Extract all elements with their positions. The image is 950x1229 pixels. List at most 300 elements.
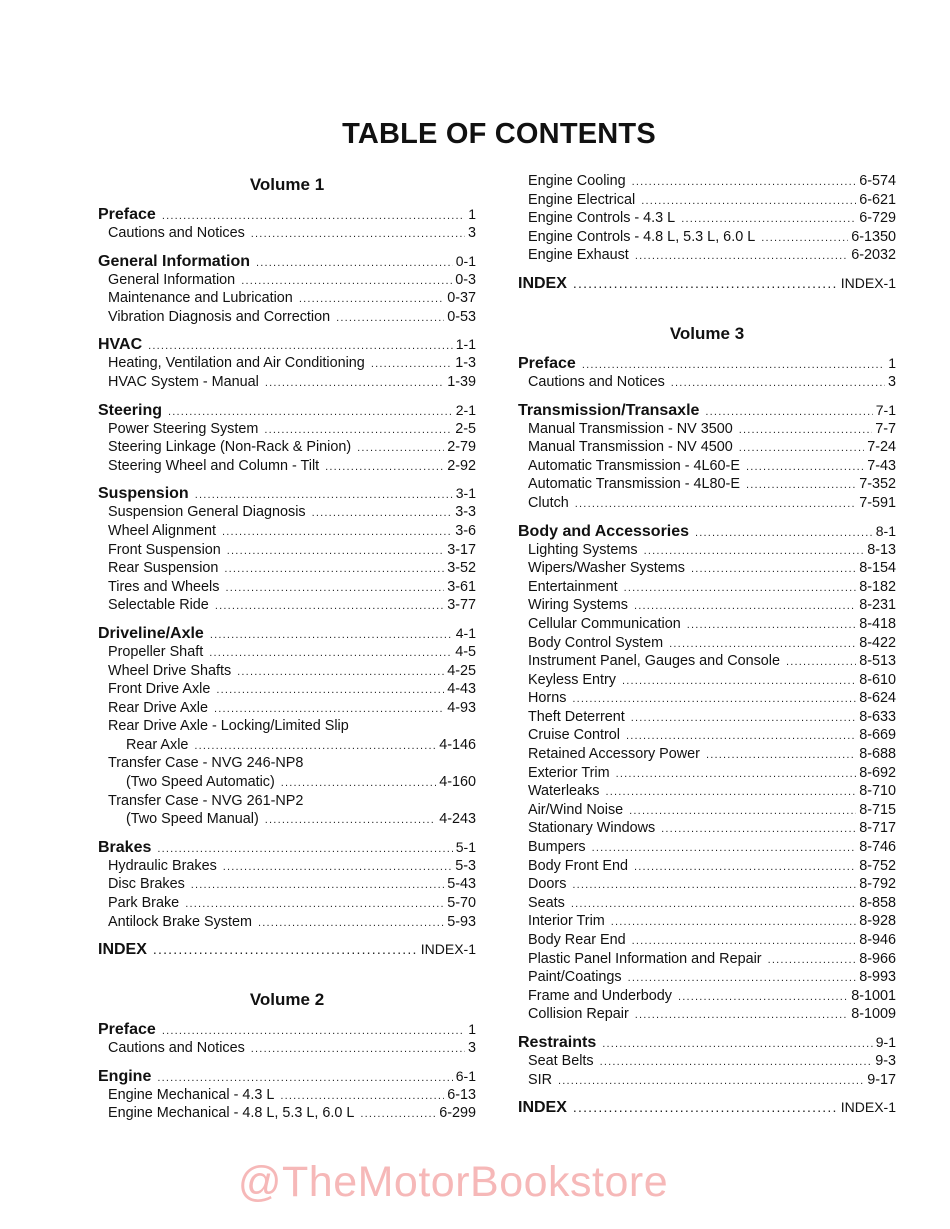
leader-dots [768, 951, 857, 970]
toc-entry[interactable] [98, 354, 476, 373]
page-number: 1-39 [447, 373, 476, 390]
toc-index[interactable] [98, 939, 476, 959]
page-number: 3-1 [455, 485, 476, 502]
entry-label: Tires and Wheels [108, 578, 220, 595]
leader-dots [572, 876, 856, 895]
toc-section[interactable] [98, 251, 476, 271]
entry-label: Entertainment [528, 578, 618, 595]
leader-dots [644, 542, 865, 561]
toc-entry[interactable] [98, 308, 476, 327]
toc-entry[interactable] [98, 420, 476, 439]
entry-label: Automatic Transmission - 4L60-E [528, 457, 740, 474]
entry-label: Clutch [528, 494, 569, 511]
page-number: 3 [887, 373, 896, 390]
entry-label: Bumpers [528, 839, 586, 856]
toc-entry[interactable] [98, 1039, 476, 1058]
entry-label: Paint/Coatings [528, 969, 622, 986]
leader-dots [706, 746, 856, 765]
leader-dots [195, 485, 453, 505]
leader-dots [616, 765, 857, 784]
leader-dots [661, 820, 856, 839]
page-number: 1 [468, 206, 476, 222]
page-number: 4-43 [447, 681, 476, 698]
leader-dots [786, 653, 856, 672]
leader-dots [573, 1097, 838, 1117]
leader-dots [632, 932, 857, 951]
toc-entry[interactable] [98, 857, 476, 876]
section-title: Engine [98, 1067, 152, 1085]
page-number: INDEX-1 [840, 1099, 896, 1116]
toc-entry[interactable] [98, 541, 476, 560]
page-number: 8-182 [859, 578, 896, 595]
page-number: 4-25 [447, 662, 476, 679]
page-title: TABLE OF CONTENTS [342, 118, 656, 150]
toc-entry[interactable] [98, 913, 476, 932]
toc-entry[interactable] [518, 420, 896, 439]
toc-entry[interactable] [98, 1086, 476, 1105]
toc-entry[interactable] [98, 438, 476, 457]
page-number: 6-729 [859, 210, 896, 227]
toc-entry[interactable] [518, 819, 896, 838]
toc-entry[interactable] [518, 950, 896, 969]
toc-entry[interactable] [518, 1052, 896, 1071]
entry-label-continuation: Rear Axle [126, 736, 189, 753]
toc-entry[interactable] [518, 782, 896, 801]
leader-dots [241, 272, 452, 291]
page-number: 5-1 [455, 838, 476, 855]
entry-label-continuation: (Two Speed Automatic) [126, 774, 275, 791]
toc-section[interactable] [518, 353, 896, 373]
entry-label: Interior Trim [528, 913, 605, 930]
leader-dots [312, 504, 453, 523]
leader-dots [157, 839, 452, 859]
toc-entry[interactable] [518, 838, 896, 857]
page-number: 8-928 [859, 913, 896, 930]
entry-label: Exterior Trim [528, 764, 610, 781]
toc-entry[interactable] [518, 596, 896, 615]
page-number: 6-2032 [851, 247, 896, 264]
entry-label: Selectable Ride [108, 597, 209, 614]
page-number: 6-574 [859, 173, 896, 189]
toc-entry[interactable] [518, 1071, 896, 1090]
entry-label: Front Drive Axle [108, 681, 211, 698]
entry-label: HVAC System - Manual [108, 373, 259, 390]
section-title: Steering [98, 401, 163, 419]
entry-label: Rear Suspension [108, 560, 219, 577]
entry-label: Park Brake [108, 895, 180, 912]
toc-section[interactable] [98, 400, 476, 420]
toc-entry[interactable] [98, 662, 476, 681]
page-number: 8-752 [859, 857, 896, 874]
leader-dots [237, 663, 444, 682]
leader-dots [687, 616, 856, 635]
entry-label: Steering Wheel and Column - Tilt [108, 457, 320, 474]
page-number: 2-1 [455, 401, 476, 418]
page-number: 3-77 [447, 597, 476, 614]
leader-dots [600, 1053, 873, 1072]
page-number: 8-688 [859, 746, 896, 763]
leader-dots [571, 895, 856, 914]
entry-label: Cautions and Notices [108, 1040, 245, 1057]
entry-label: Manual Transmission - NV 3500 [528, 420, 733, 437]
toc-entry[interactable] [98, 773, 476, 792]
page-number: 0-1 [455, 252, 476, 269]
page-number: 8-633 [859, 708, 896, 725]
toc-entry[interactable] [518, 373, 896, 392]
toc-entry[interactable] [518, 475, 896, 494]
page-number: 2-92 [447, 457, 476, 474]
page-number: 4-5 [455, 643, 476, 660]
entry-label: Antilock Brake System [108, 913, 252, 930]
page-number: 8-792 [859, 876, 896, 893]
entry-label: Maintenance and Lubrication [108, 290, 293, 307]
leader-dots [280, 1087, 444, 1106]
watermark: @TheMotorBookstore [237, 1158, 669, 1206]
toc-entry[interactable] [98, 1104, 476, 1123]
page-number: 6-621 [859, 191, 896, 208]
toc-entry[interactable] [518, 209, 896, 228]
entry-label: Propeller Shaft [108, 643, 204, 660]
page-number: 8-1009 [851, 1006, 896, 1023]
toc-entry[interactable] [98, 522, 476, 541]
toc-index[interactable] [518, 273, 896, 293]
toc-entry[interactable] [518, 652, 896, 671]
toc-entry[interactable] [98, 894, 476, 913]
toc-section[interactable] [518, 521, 896, 541]
page-number: 0-3 [455, 271, 476, 288]
toc-section[interactable] [98, 623, 476, 643]
toc-entry[interactable] [518, 172, 896, 191]
page-number: 5-93 [447, 913, 476, 930]
page-number: 4-160 [439, 774, 476, 791]
toc-entry[interactable] [518, 708, 896, 727]
page-number: 3-52 [447, 560, 476, 577]
page-number: 8-946 [859, 932, 896, 948]
toc-column-right [518, 172, 896, 1117]
entry-label: Cruise Control [528, 727, 620, 744]
page-number: 2-5 [455, 420, 476, 437]
page-number: 6-1 [455, 1067, 476, 1084]
leader-dots [223, 858, 452, 877]
entry-label: Manual Transmission - NV 4500 [528, 439, 733, 456]
section-title: Preface [518, 354, 576, 372]
toc-entry[interactable] [518, 801, 896, 820]
toc-entry[interactable] [518, 457, 896, 476]
toc-entry[interactable] [518, 857, 896, 876]
entry-label: Engine Mechanical - 4.3 L [108, 1086, 275, 1103]
leader-dots [671, 374, 885, 393]
entry-label: Retained Accessory Power [528, 746, 700, 763]
page-number: 9-1 [875, 1033, 896, 1050]
leader-dots [225, 579, 444, 598]
page-number: 7-1 [875, 401, 896, 418]
leader-dots [258, 914, 444, 933]
page-number: 4-146 [439, 736, 476, 753]
leader-dots [558, 1072, 864, 1091]
entry-label: Keyless Entry [528, 671, 616, 688]
page-number: 8-692 [859, 764, 896, 781]
toc-entry[interactable] [518, 745, 896, 764]
entry-label: Theft Deterrent [528, 708, 625, 725]
page-number: 5-43 [447, 876, 476, 893]
entry-label: Engine Controls - 4.8 L, 5.3 L, 6.0 L [528, 228, 756, 245]
entry-label-continuation: (Two Speed Manual) [126, 811, 259, 828]
leader-dots [691, 560, 856, 579]
page-number: 8-610 [859, 671, 896, 688]
leader-dots [299, 290, 444, 309]
entry-label: Engine Mechanical - 4.8 L, 5.3 L, 6.0 L [108, 1105, 355, 1122]
leader-dots [224, 560, 444, 579]
toc-entry[interactable] [518, 726, 896, 745]
entry-label: Hydraulic Brakes [108, 857, 217, 874]
leader-dots [761, 229, 848, 248]
toc-entry[interactable] [98, 503, 476, 522]
toc-entry[interactable] [518, 931, 896, 950]
entry-label: Seats [528, 894, 565, 911]
toc-entry[interactable] [98, 643, 476, 662]
toc-entry[interactable] [518, 671, 896, 690]
index-label: INDEX [98, 941, 147, 959]
entry-label: Wiring Systems [528, 597, 628, 614]
toc-entry[interactable] [518, 559, 896, 578]
page-number: 1-3 [455, 355, 476, 372]
leader-dots [148, 336, 453, 356]
toc-entry[interactable] [98, 810, 476, 829]
toc-section[interactable] [98, 837, 476, 857]
section-title: Preface [98, 206, 156, 223]
section-title: Brakes [98, 838, 152, 856]
index-label: INDEX [518, 1099, 567, 1117]
page-number: INDEX-1 [840, 274, 896, 291]
entry-label: Engine Controls - 4.3 L [528, 210, 676, 227]
page-number: 8-418 [859, 615, 896, 632]
leader-dots [628, 969, 857, 988]
toc-index[interactable] [518, 1097, 896, 1117]
leader-dots [635, 1006, 848, 1025]
leader-dots [256, 253, 453, 273]
page-number: 8-717 [859, 820, 896, 837]
entry-label-line1[interactable]: Transfer Case - NVG 246-NP8 [108, 755, 304, 772]
section-title: Suspension [98, 485, 189, 503]
leader-dots [681, 210, 856, 229]
leader-dots [227, 542, 444, 561]
toc-entry[interactable] [518, 578, 896, 597]
entry-label: Wheel Drive Shafts [108, 662, 232, 679]
leader-dots [357, 439, 444, 458]
leader-dots [325, 458, 444, 477]
page-number: 6-1350 [851, 228, 896, 245]
page-number: 8-715 [859, 801, 896, 818]
toc-entry[interactable] [518, 894, 896, 913]
page-number: 1-1 [455, 336, 476, 353]
toc-entry[interactable] [98, 680, 476, 699]
toc-entry[interactable] [98, 875, 476, 894]
entry-label: Wheel Alignment [108, 522, 216, 539]
leader-dots [265, 811, 436, 830]
page-number: 1 [888, 354, 896, 371]
leader-dots [216, 681, 444, 700]
leader-dots [194, 737, 436, 756]
leader-dots [641, 192, 856, 211]
toc-entry[interactable] [518, 494, 896, 513]
page-number: 8-1 [875, 522, 896, 539]
entry-label: Suspension General Diagnosis [108, 504, 306, 521]
leader-dots [602, 1034, 873, 1054]
page-number: 6-299 [439, 1105, 476, 1122]
leader-dots [622, 672, 856, 691]
entry-label: Steering Linkage (Non-Rack & Pinion) [108, 439, 352, 456]
page-number: 2-79 [447, 439, 476, 456]
section-title: Restraints [518, 1033, 597, 1051]
entry-label: Cellular Communication [528, 615, 681, 632]
leader-dots [705, 402, 872, 422]
leader-dots [631, 709, 856, 728]
entry-label: Collision Repair [528, 1006, 629, 1023]
toc-section[interactable] [98, 483, 476, 503]
toc-entry[interactable] [518, 764, 896, 783]
toc-entry[interactable] [518, 1005, 896, 1024]
leader-dots [669, 635, 856, 654]
toc-section[interactable] [518, 1032, 896, 1052]
leader-dots [210, 625, 453, 645]
entry-label: Cautions and Notices [528, 373, 665, 390]
entry-label: Power Steering System [108, 420, 259, 437]
leader-dots [360, 1105, 436, 1124]
page-number: 9-3 [875, 1052, 896, 1069]
leader-dots [746, 458, 864, 477]
page-number: 8-13 [867, 541, 896, 558]
leader-dots [264, 421, 452, 440]
leader-dots [215, 597, 444, 616]
leader-dots [624, 579, 857, 598]
leader-dots [678, 988, 848, 1007]
page-number: 8-231 [859, 597, 896, 614]
page-number: 8-624 [859, 690, 896, 707]
volume-heading: Volume 2 [249, 990, 325, 1010]
toc-entry[interactable] [98, 224, 476, 243]
page-number: 6-13 [447, 1086, 476, 1103]
toc-entry[interactable] [518, 987, 896, 1006]
toc-entry[interactable] [98, 596, 476, 615]
leader-dots [739, 439, 864, 458]
page-number: 8-966 [859, 950, 896, 967]
page-number: 0-37 [447, 290, 476, 307]
toc-entry[interactable] [518, 246, 896, 265]
toc-section[interactable] [98, 204, 476, 224]
toc-entry[interactable] [518, 438, 896, 457]
page-number: 5-70 [447, 895, 476, 912]
leader-dots [575, 495, 856, 514]
toc-entry[interactable] [98, 559, 476, 578]
entry-label-line1[interactable]: Rear Drive Axle - Locking/Limited Slip [108, 718, 349, 735]
leader-dots [162, 206, 465, 226]
entry-label: Frame and Underbody [528, 987, 672, 1004]
entry-label: Engine Cooling [528, 173, 626, 189]
toc-section[interactable] [98, 1066, 476, 1086]
page-number: 3 [467, 1040, 476, 1057]
section-title: Body and Accessories [518, 522, 690, 540]
entry-label-line1[interactable]: Transfer Case - NVG 261-NP2 [108, 792, 304, 809]
leader-dots [695, 523, 873, 543]
toc-entry[interactable] [518, 228, 896, 247]
leader-dots [251, 225, 465, 244]
entry-label: Waterleaks [528, 783, 600, 800]
toc-entry[interactable] [518, 541, 896, 560]
entry-label: Seat Belts [528, 1052, 594, 1069]
leader-dots [157, 1068, 452, 1088]
section-title: Transmission/Transaxle [518, 401, 700, 419]
entry-label: Instrument Panel, Gauges and Console [528, 653, 780, 670]
toc-entry[interactable] [518, 689, 896, 708]
leader-dots [572, 690, 856, 709]
leader-dots [371, 355, 452, 374]
page-number: 8-513 [859, 653, 896, 670]
entry-label: Vibration Diagnosis and Correction [108, 308, 331, 325]
leader-dots [634, 597, 856, 616]
leader-dots [634, 858, 856, 877]
toc-entry[interactable] [98, 578, 476, 597]
page-number: 8-669 [859, 727, 896, 744]
leader-dots [629, 802, 856, 821]
leader-dots [281, 774, 436, 793]
toc-section[interactable] [98, 334, 476, 354]
leader-dots [592, 839, 857, 858]
leader-dots [626, 727, 856, 746]
toc-entry[interactable] [98, 699, 476, 718]
toc-column-left [98, 172, 476, 1123]
leader-dots [209, 644, 452, 663]
leader-dots [336, 309, 444, 328]
page-number: 4-1 [455, 624, 476, 641]
page-number: 7-7 [875, 420, 896, 437]
toc-entry[interactable] [98, 271, 476, 290]
toc-entry[interactable] [518, 634, 896, 653]
toc-entry[interactable] [98, 736, 476, 755]
toc-entry[interactable] [98, 457, 476, 476]
leader-dots [746, 476, 856, 495]
toc-entry[interactable] [518, 191, 896, 210]
page-number: 8-710 [859, 783, 896, 800]
toc-entry[interactable] [98, 373, 476, 392]
leader-dots [265, 374, 444, 393]
toc-entry[interactable] [518, 968, 896, 987]
entry-label: Heating, Ventilation and Air Conditioning [108, 355, 365, 372]
leader-dots [611, 913, 856, 932]
entry-label: Engine Exhaust [528, 247, 629, 264]
page-number: 1 [468, 1021, 476, 1038]
page-number: 8-746 [859, 839, 896, 856]
toc-entry[interactable] [98, 289, 476, 308]
toc-section[interactable] [518, 400, 896, 420]
toc-entry[interactable] [518, 875, 896, 894]
leader-dots [582, 355, 885, 375]
toc-section[interactable] [98, 1019, 476, 1039]
section-title: Driveline/Axle [98, 624, 204, 642]
page-number: 9-17 [867, 1071, 896, 1088]
page-number: 3-61 [447, 578, 476, 595]
toc-entry[interactable] [518, 912, 896, 931]
page-number: 8-858 [859, 894, 896, 911]
leader-dots [214, 700, 444, 719]
volume-heading: Volume 3 [669, 323, 745, 343]
toc-entry[interactable] [518, 615, 896, 634]
page-number: 3-6 [455, 522, 476, 539]
page-number: 3-17 [447, 541, 476, 558]
entry-label: General Information [108, 271, 236, 288]
leader-dots [605, 783, 856, 802]
entry-label: Plastic Panel Information and Repair [528, 950, 762, 967]
page-number: 4-93 [447, 699, 476, 716]
